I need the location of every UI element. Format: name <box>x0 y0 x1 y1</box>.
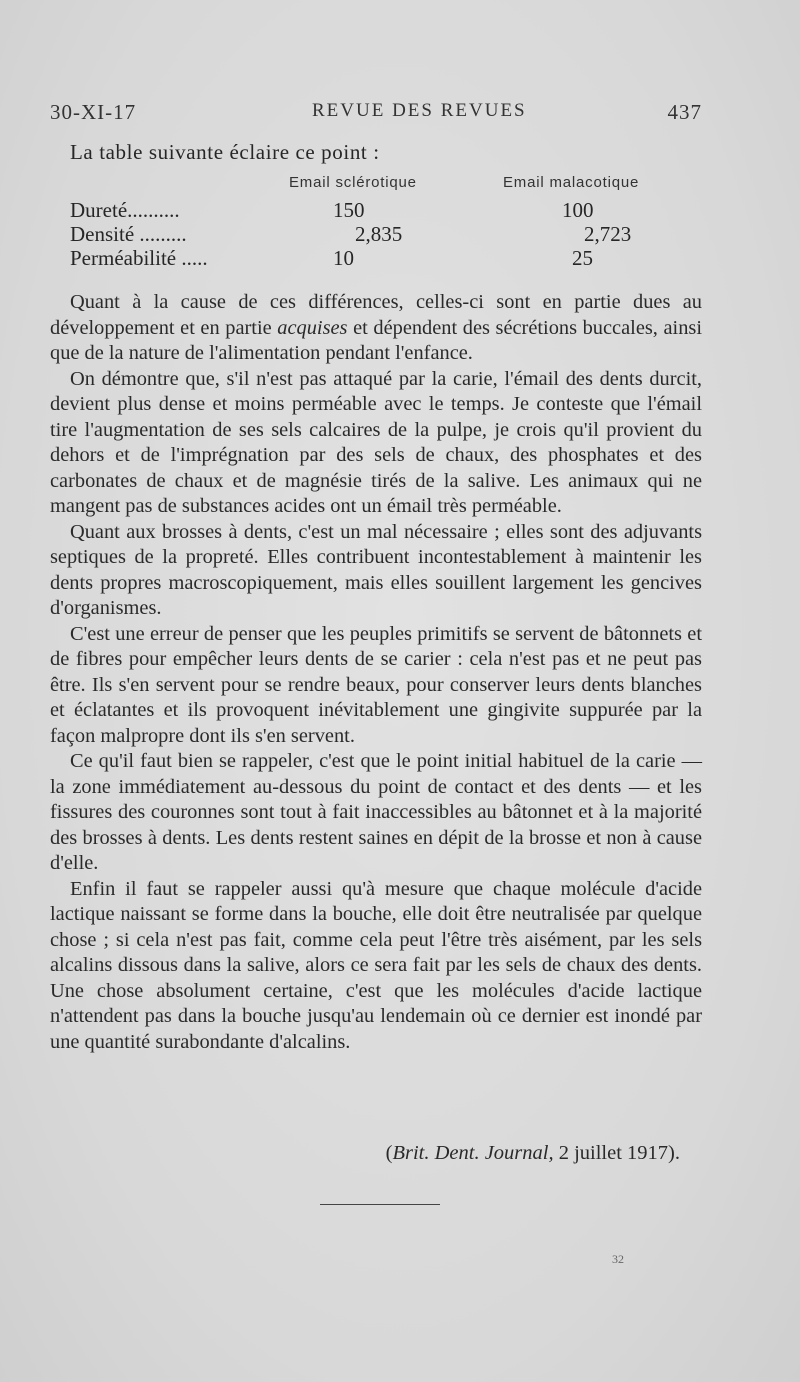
running-header <box>50 100 702 130</box>
page-number: 437 <box>667 100 702 124</box>
table-row-densite <box>0 222 800 248</box>
article-body <box>50 290 702 1055</box>
paragraph: Ce qu'il faut bien se rappeler, c'est que le point initial habituel de la carie — la zone immédiatement au-dessous du point de contact et des dents — et les fissures des couronnes sont tout à fait inaccessibles au bâtonnet et à la majorité des brosses à dents. Les dents restent saines en dépit de la brosse et non à cause d'elle. <box>50 750 702 874</box>
citation <box>0 1142 680 1165</box>
column-header-malacotique: Email malacotique <box>503 174 640 191</box>
paragraph: C'est une erreur de penser que les peuples primitifs se servent de bâtonnets et de fibres pour empêcher leurs dents de se carier : cela n'est pas et ne peut pas être. Ils s'en servent pour se rendre beaux, pour conserver leurs dents blanches et éclatantes et ils provoquent inévitablement une gingivite suppurée par la façon malpropre dont ils s'en servent. <box>50 622 702 747</box>
row-value-malacotique: 25 <box>572 246 593 270</box>
paragraph-text: Quant à la cause de ces différences, celles-ci sont en partie dues au développement et en partie <box>50 291 702 339</box>
row-label: Perméabilité ..... <box>70 246 208 270</box>
row-label: Densité ......... <box>70 222 187 246</box>
table-row-durete <box>0 198 800 224</box>
citation-date: 2 juillet 1917). <box>553 1142 680 1164</box>
paragraph: Enfin il faut se rappeler aussi qu'à mesure que chaque molécule d'acide lactique naissant se forme dans la bouche, elle doit être neutralisée par quelque chose ; si cela n'est pas fait, comme cela peut l'être très aisément, par les sels alcalins dissous dans la salive, alors ce sera fait par les sels de chaux des dents. Une chose absolument certaine, c'est que les molécules d'acide lactique n'attendent pas dans la bouche jusqu'au lendemain où ce dernier est inondé par une quantité surabondante d'alcalins. <box>50 877 702 1053</box>
header-date: 30-XI-17 <box>50 100 137 124</box>
paragraph: On démontre que, s'il n'est pas attaqué par la carie, l'émail des dents durcit, devient plus dense et moins perméable avec le temps. Je conteste que l'émail tire l'augmentation de ses sels calcaires de la pulpe, je crois qu'il provient du dehors et de l'imprégnation par des sels de chaux, des phosphates et des carbonates de chaux et de magnésie tirés de la salive. Les animaux qui ne mangent pas de substances acides ont un émail très perméable. <box>50 367 702 517</box>
paragraph: Quant aux brosses à dents, c'est un mal nécessaire ; elles sont des adjuvants septiques de la propreté. Elles contribuent incontestablement à maintenir les dents propres macroscopiquement, mais elles souillent largement les gencives d'organismes. <box>50 520 702 619</box>
row-value-sclerotique: 10 <box>333 246 354 270</box>
table-row-permeabilite <box>0 246 800 272</box>
column-header-sclerotique: Email sclérotique <box>289 174 417 191</box>
paragraph-emphasis: acquises <box>277 316 348 339</box>
citation-open: ( <box>385 1142 393 1164</box>
row-value-sclerotique: 2,835 <box>355 222 403 246</box>
paragraph <box>50 290 702 367</box>
section-divider <box>320 1204 440 1205</box>
row-label: Dureté.......... <box>70 198 180 222</box>
citation-source: Brit. Dent. Journal, <box>392 1142 554 1164</box>
paragraph-text: et dépendent des sécrétions buccales, ainsi que de la nature de l'alimentation pendant l'enfance. <box>50 316 702 364</box>
signature-mark: 32 <box>612 1252 624 1266</box>
row-value-sclerotique: 150 <box>333 198 365 222</box>
row-value-malacotique: 100 <box>562 198 594 222</box>
table-intro: La table suivante éclaire ce point : <box>70 140 380 164</box>
row-value-malacotique: 2,723 <box>584 222 632 246</box>
header-title: REVUE DES REVUES <box>312 100 527 121</box>
